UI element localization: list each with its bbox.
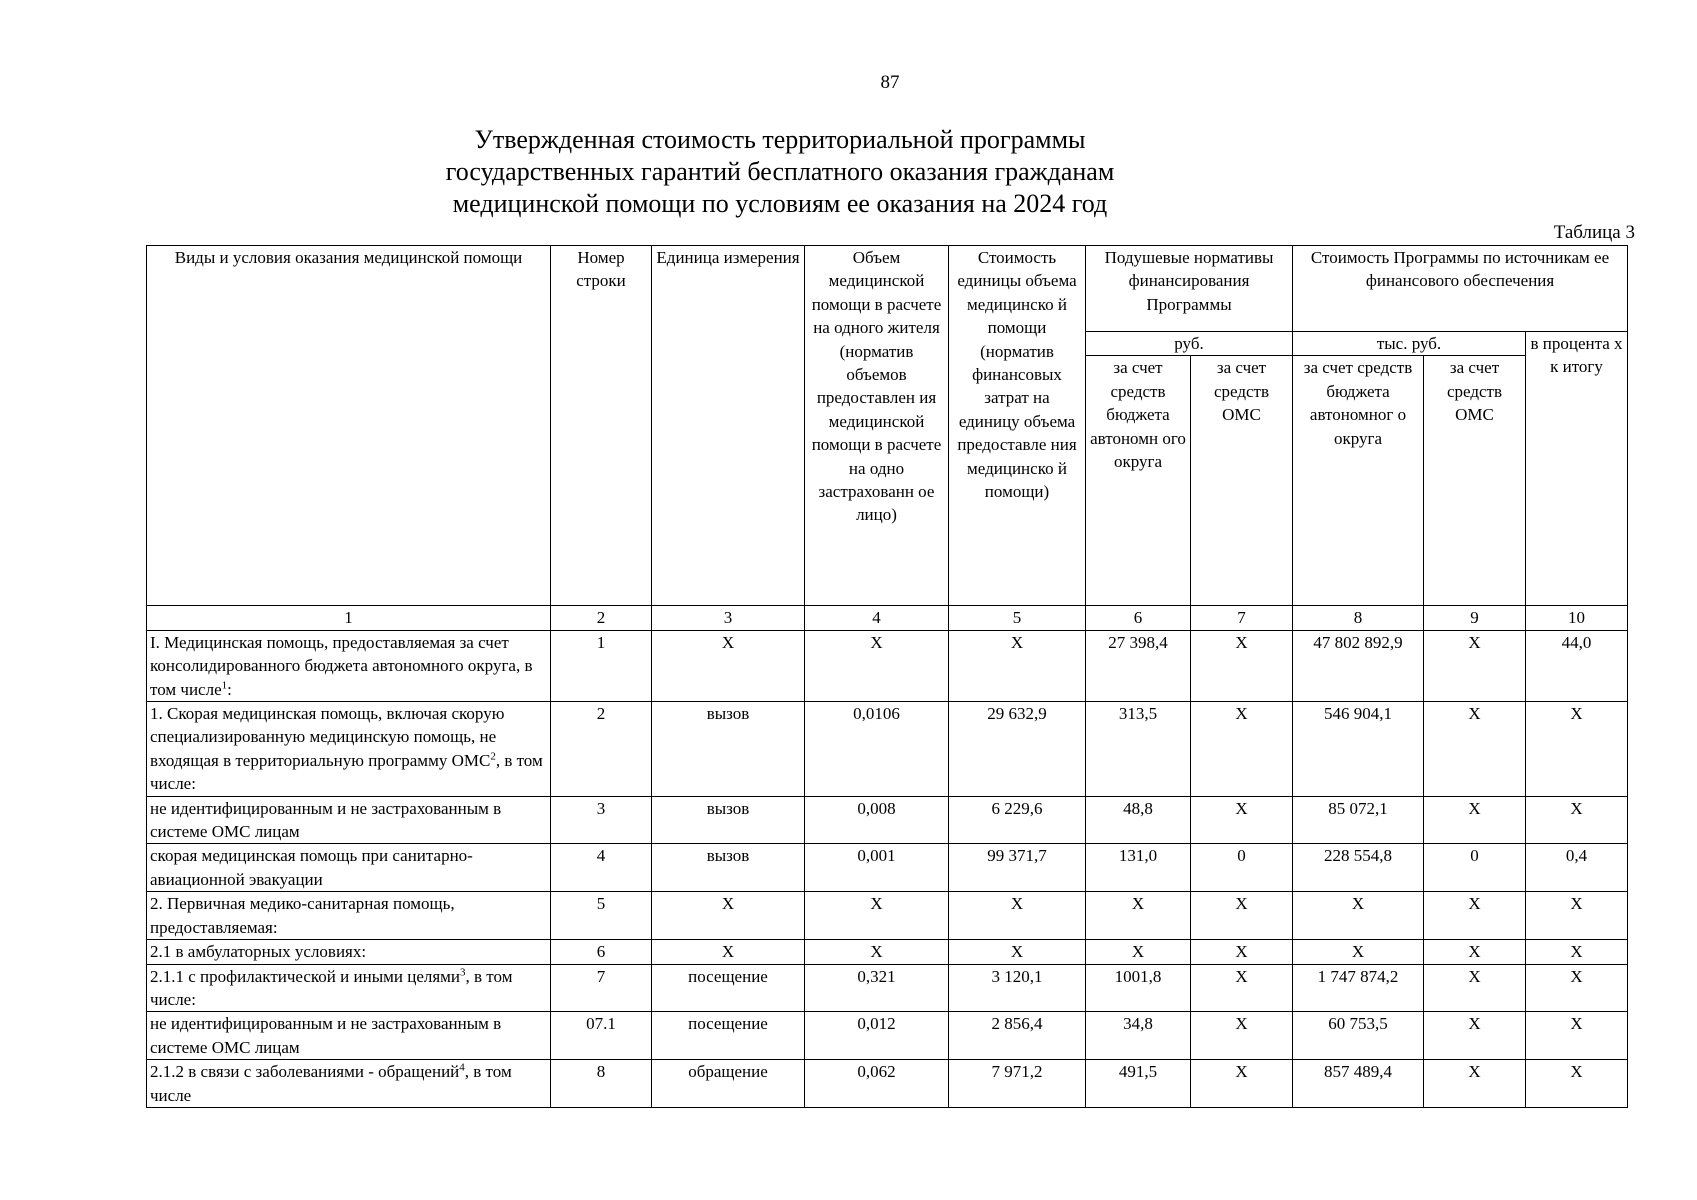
cost-table <box>146 245 1628 1108</box>
table-row <box>147 844 1628 892</box>
header-col8: за счет средств бюджета автономног о округа <box>1293 356 1424 606</box>
cell-pc-oms: Х <box>1191 796 1293 844</box>
cell-volume: Х <box>805 630 949 701</box>
cell-num: 3 <box>551 796 652 844</box>
column-number: 5 <box>949 606 1086 630</box>
row-name-cell <box>147 964 551 1012</box>
cell-num: 2 <box>551 702 652 797</box>
cell-pc-budget: 131,0 <box>1086 844 1191 892</box>
row-name: 2. Первичная медико-санитарная помощь, предоставляемая: <box>150 894 455 937</box>
row-name: 2.1.1 с профилактической и иными целями <box>150 966 461 986</box>
cell-volume: Х <box>805 892 949 940</box>
cell-volume: 0,008 <box>805 796 949 844</box>
column-number: 6 <box>1086 606 1191 630</box>
cell-unit: Х <box>652 940 805 964</box>
cell-unit: обращение <box>652 1060 805 1108</box>
header-col10: в процента х к итогу <box>1526 332 1628 606</box>
cell-num: 5 <box>551 892 652 940</box>
cell-pc-budget: Х <box>1086 940 1191 964</box>
cell-cost: 29 632,9 <box>949 702 1086 797</box>
page-number: 87 <box>880 72 900 93</box>
header-col6: за счет средств бюджета автономн ого округа <box>1086 356 1191 606</box>
cell-unit: вызов <box>652 844 805 892</box>
cell-unit: вызов <box>652 796 805 844</box>
cell-oms: Х <box>1424 630 1526 701</box>
cell-pc-budget: 1001,8 <box>1086 964 1191 1012</box>
column-number: 3 <box>652 606 805 630</box>
cell-pct: 0,4 <box>1526 844 1628 892</box>
cell-num: 07.1 <box>551 1012 652 1060</box>
row-name-suffix: , в том числе: <box>150 750 543 794</box>
header-col9: за счет средств ОМС <box>1424 356 1526 606</box>
row-name: скорая медицинская помощь при санитарно-авиационной эвакуации <box>150 846 473 889</box>
header-unit-rub: руб. <box>1086 332 1293 356</box>
column-number: 8 <box>1293 606 1424 630</box>
row-name-cell <box>147 796 551 844</box>
cell-cost: Х <box>949 630 1086 701</box>
cell-cost: 7 971,2 <box>949 1060 1086 1108</box>
cell-cost: Х <box>949 892 1086 940</box>
column-number: 2 <box>551 606 652 630</box>
cell-oms: Х <box>1424 892 1526 940</box>
row-name-cell <box>147 892 551 940</box>
cell-pct: Х <box>1526 1060 1628 1108</box>
cell-budget: Х <box>1293 892 1424 940</box>
header-group-cost: Стоимость Программы по источникам ее финансового обеспечения <box>1293 246 1628 332</box>
cell-cost: 6 229,6 <box>949 796 1086 844</box>
cell-cost: 3 120,1 <box>949 964 1086 1012</box>
cell-cost: 99 371,7 <box>949 844 1086 892</box>
footnote-marker: 2 <box>490 750 496 763</box>
cell-num: 8 <box>551 1060 652 1108</box>
header-col2: Номер строки <box>551 246 652 606</box>
header-col3: Единица измерения <box>652 246 805 606</box>
cell-pc-oms: Х <box>1191 892 1293 940</box>
document-title <box>0 124 1560 220</box>
cell-pct: Х <box>1526 1012 1628 1060</box>
row-name: 1. Скорая медицинская помощь, включая скорую специализированную медицинскую помощь, не входящая в территориальную программу ОМС <box>150 704 505 770</box>
footnote-marker: 1 <box>221 678 228 691</box>
row-name-cell <box>147 702 551 797</box>
table-row <box>147 796 1628 844</box>
title-line: государственных гарантий бесплатного оказания гражданам <box>445 157 1115 186</box>
header-col4: Объем медицинской помощи в расчете на одного жителя (норматив объемов предоставлен ия медицинской помощи в расчете на одно застрахованн ое лицо) <box>805 246 949 606</box>
cell-oms: 0 <box>1424 844 1526 892</box>
cell-pc-oms: Х <box>1191 940 1293 964</box>
cell-budget: 1 747 874,2 <box>1293 964 1424 1012</box>
title-line: Утвержденная стоимость территориальной программы <box>474 125 1086 154</box>
cell-pc-oms: Х <box>1191 1060 1293 1108</box>
column-number: 4 <box>805 606 949 630</box>
cell-budget: 85 072,1 <box>1293 796 1424 844</box>
cell-unit: Х <box>652 630 805 701</box>
row-name-cell <box>147 844 551 892</box>
header-unit-thous-rub: тыс. руб. <box>1293 332 1526 356</box>
cell-volume: 0,012 <box>805 1012 949 1060</box>
cell-unit: посещение <box>652 1012 805 1060</box>
header-group-per-capita: Подушевые нормативы финансирования Программы <box>1086 246 1293 332</box>
cell-pc-oms: Х <box>1191 702 1293 797</box>
title-line: медицинской помощи по условиям ее оказания на 2024 год <box>452 189 1108 218</box>
cell-pc-oms: Х <box>1191 1012 1293 1060</box>
cell-pct: Х <box>1526 892 1628 940</box>
cell-unit: посещение <box>652 964 805 1012</box>
row-name-cell <box>147 1060 551 1108</box>
cell-oms: Х <box>1424 1060 1526 1108</box>
cell-oms: Х <box>1424 940 1526 964</box>
column-number-row <box>147 606 1628 630</box>
cell-oms: Х <box>1424 702 1526 797</box>
cell-pc-budget: 48,8 <box>1086 796 1191 844</box>
cell-pc-budget: 27 398,4 <box>1086 630 1191 701</box>
cell-cost: Х <box>949 940 1086 964</box>
row-name-suffix: , в том числе: <box>150 966 513 1009</box>
cell-pc-oms: 0 <box>1191 844 1293 892</box>
cell-oms: Х <box>1424 796 1526 844</box>
table-row <box>147 630 1628 701</box>
column-number: 10 <box>1526 606 1628 630</box>
table-row <box>147 892 1628 940</box>
table-row <box>147 1060 1628 1108</box>
row-name-suffix: , в том числе <box>150 1062 512 1105</box>
column-number: 9 <box>1424 606 1526 630</box>
cell-unit: вызов <box>652 702 805 797</box>
header-col1: Виды и условия оказания медицинской помощи <box>147 246 551 606</box>
row-name: 2.1.2 в связи с заболеваниями - обращений <box>150 1062 460 1082</box>
cell-pc-budget: 34,8 <box>1086 1012 1191 1060</box>
row-name-cell <box>147 630 551 701</box>
table-row <box>147 964 1628 1012</box>
table-row <box>147 1012 1628 1060</box>
row-name-cell <box>147 1012 551 1060</box>
cell-oms: Х <box>1424 964 1526 1012</box>
cell-volume: 0,0106 <box>805 702 949 797</box>
cell-pc-budget: 491,5 <box>1086 1060 1191 1108</box>
cell-pc-oms: Х <box>1191 630 1293 701</box>
cell-pc-oms: Х <box>1191 964 1293 1012</box>
footnote-marker: 4 <box>459 1061 465 1074</box>
row-name-suffix: : <box>227 679 232 699</box>
cell-pct: Х <box>1526 796 1628 844</box>
cell-unit: Х <box>652 892 805 940</box>
table-row <box>147 940 1628 964</box>
column-number: 1 <box>147 606 551 630</box>
cell-num: 7 <box>551 964 652 1012</box>
header-col5: Стоимость единицы объема медицинско й помощи (норматив финансовых затрат на единицу объема предоставле ния медицинско й помощи) <box>949 246 1086 606</box>
table-label: Таблица 3 <box>1553 222 1635 243</box>
cell-volume: 0,062 <box>805 1060 949 1108</box>
column-number: 7 <box>1191 606 1293 630</box>
cell-budget: 857 489,4 <box>1293 1060 1424 1108</box>
row-name: 2.1 в амбулаторных условиях: <box>150 942 367 962</box>
cell-budget: 47 802 892,9 <box>1293 630 1424 701</box>
cell-cost: 2 856,4 <box>949 1012 1086 1060</box>
cell-budget: Х <box>1293 940 1424 964</box>
cell-volume: Х <box>805 940 949 964</box>
cell-volume: 0,321 <box>805 964 949 1012</box>
row-name: I. Медицинская помощь, предоставляемая за счет консолидированного бюджета автономного округа, в том числе <box>150 632 533 699</box>
row-name: не идентифицированным и не застрахованным в системе ОМС лицам <box>150 1014 502 1057</box>
cell-pct: 44,0 <box>1526 630 1628 701</box>
cell-pct: Х <box>1526 964 1628 1012</box>
table-row <box>147 702 1628 797</box>
cell-num: 1 <box>551 630 652 701</box>
cell-budget: 546 904,1 <box>1293 702 1424 797</box>
cell-pc-budget: Х <box>1086 892 1191 940</box>
cell-pct: Х <box>1526 940 1628 964</box>
cell-oms: Х <box>1424 1012 1526 1060</box>
cell-pct: Х <box>1526 702 1628 797</box>
cell-volume: 0,001 <box>805 844 949 892</box>
cell-pc-budget: 313,5 <box>1086 702 1191 797</box>
footnote-marker: 3 <box>460 965 466 978</box>
row-name: не идентифицированным и не застрахованным в системе ОМС лицам <box>150 798 502 842</box>
cell-budget: 60 753,5 <box>1293 1012 1424 1060</box>
cell-num: 6 <box>551 940 652 964</box>
cell-num: 4 <box>551 844 652 892</box>
row-name-cell <box>147 940 551 964</box>
cell-budget: 228 554,8 <box>1293 844 1424 892</box>
header-col7: за счет средств ОМС <box>1191 356 1293 606</box>
